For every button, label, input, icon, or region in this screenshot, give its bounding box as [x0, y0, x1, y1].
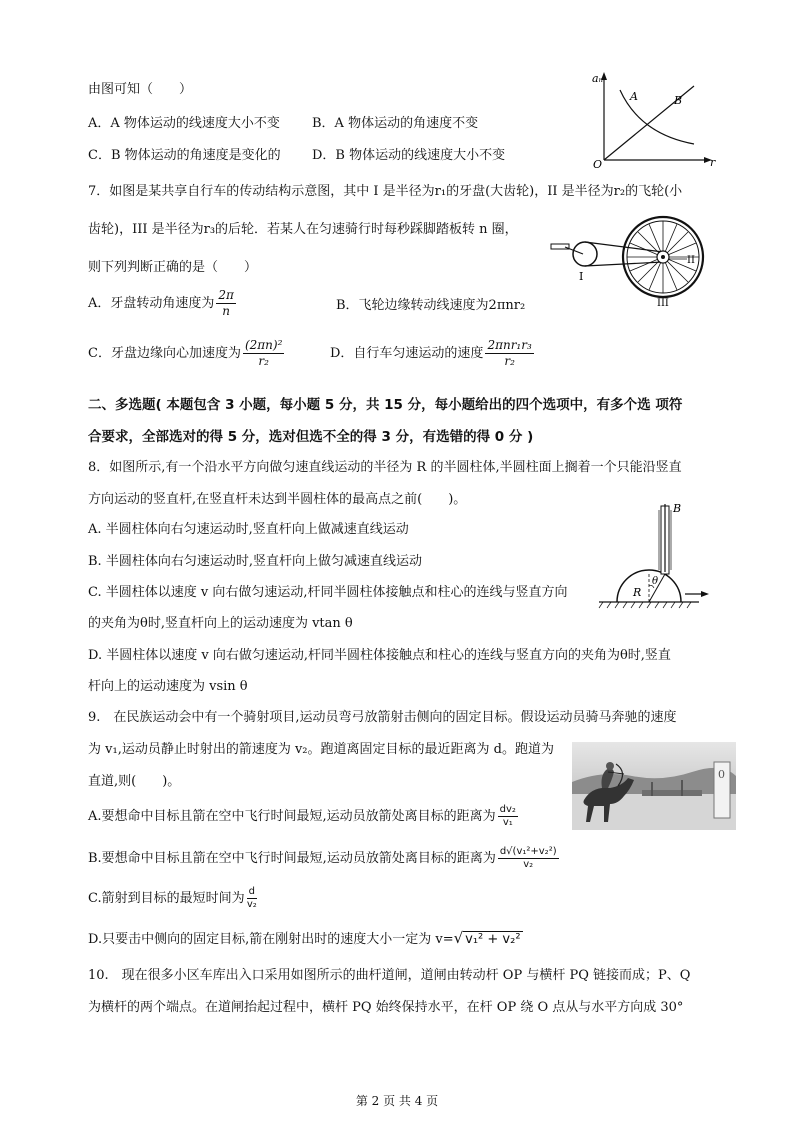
q7-option-a-den: n — [222, 304, 231, 318]
q7-option-a-num: 2π — [218, 288, 234, 302]
q9-option-a-fraction — [498, 804, 518, 829]
q8-label-theta: θ — [652, 576, 659, 587]
q6-origin-label: O — [593, 158, 603, 168]
q7-option-a-fraction — [216, 288, 236, 319]
q9-option-c-den: v₂ — [246, 899, 257, 910]
q6-yaxis-label: aₙ — [592, 72, 604, 85]
q6-option-b: B．A 物体运动的角速度不变 — [312, 116, 479, 131]
q7-option-c-den: r₂ — [258, 354, 269, 368]
q9-option-a-den: v₁ — [502, 817, 513, 828]
q6-line-b-label: B — [674, 94, 683, 107]
q9-option-c-text: C.箭射到目标的最短时间为 — [88, 891, 245, 906]
q9-line3: 直道,则( )。 — [88, 774, 181, 789]
q8-option-c-line2: 的夹角为θ时,竖直杆向上的运动速度为 vtan θ — [88, 616, 353, 631]
q9-option-b-den: v₂ — [523, 859, 534, 870]
q7-bicycle-drive-figure — [545, 212, 720, 307]
q7-label-iii: III — [657, 298, 669, 307]
q6-curve-a-label: A — [630, 90, 638, 103]
sqrt-icon: √ — [453, 929, 464, 947]
section2-heading-line2: 合要求，全部选对的得 5 分，选对但选不全的得 3 分，有选错的得 0 分 ) — [88, 429, 534, 445]
q8-option-a: A. 半圆柱体向右匀速运动时,竖直杆向上做减速直线运动 — [88, 522, 409, 537]
q9-option-c-fraction — [247, 886, 257, 911]
q8-line2: 方向运动的竖直杆,在竖直杆未达到半圆柱体的最高点之前( )。 — [88, 492, 467, 507]
q9-option-d-text: D.只要击中侧向的固定目标,箭在刚射出时的速度大小一定为 v= — [88, 932, 454, 947]
q8-label-b: B — [673, 502, 682, 515]
q9-option-b-num: d√(v₁²+v₂²) — [499, 846, 557, 857]
q7-option-a — [88, 288, 238, 319]
q7-option-c-text: C．牙盘边缘向心加速度为 — [88, 346, 241, 361]
q6-option-c: C．B 物体运动的角速度是变化的 — [88, 148, 281, 163]
q9-option-b-text: B.要想命中目标且箭在空中飞行时间最短,运动员放箭处离目标的距离为 — [88, 851, 496, 866]
q9-line1: 9. 在民族运动会中有一个骑射项目,运动员弯弓放箭射击侧向的固定目标。假设运动员骑马奔驰的速度 — [88, 710, 677, 725]
q7-label-i: I — [579, 270, 584, 283]
q6-stem: 由图可知（ ） — [88, 82, 193, 97]
q9-option-b — [88, 846, 561, 871]
q9-option-a-num: dv₂ — [499, 804, 516, 815]
q9-option-d — [88, 928, 523, 950]
page-footer: 第 2 页 共 4 页 — [355, 1094, 439, 1108]
q9-photo-target-sign: 0 — [718, 768, 725, 781]
q7-line2: 齿轮)，III 是半径为r₃的后轮．若某人在匀速骑行时每秒踩脚踏板转 n 圈， — [88, 222, 518, 237]
q6-xaxis-label: r — [710, 156, 716, 168]
q6-option-a: A．A 物体运动的线速度大小不变 — [88, 116, 280, 131]
q6-option-d: D．B 物体运动的线速度大小不变 — [312, 148, 506, 163]
q8-option-d-line1: D. 半圆柱体以速度 v 向右做匀速运动,杆同半圆柱体接触点和柱心的连线与竖直方向的夹角为θ时,竖直 — [88, 648, 671, 663]
q10-line2: 为横杆的两个端点。在道闸抬起过程中，横杆 PQ 始终保持水平，在杆 OP 绕 O 点从与水平方向成 30° — [88, 1000, 684, 1015]
q7-line1: 7．如图是某共享自行车的传动结构示意图，其中 I 是半径为r₁的牙盘(大齿轮)，II 是半径为r₂的飞轮(小 — [88, 184, 683, 199]
section2-heading-line1: 二、多选题( 本题包含 3 小题，每小题 5 分，共 15 分，每小题给出的四个选项中，有多个选 项符 — [88, 397, 683, 413]
q7-option-a-text: A．牙盘转动角速度为 — [88, 296, 215, 311]
q7-option-b: B．飞轮边缘转动线速度为2πnr₂ — [336, 298, 526, 313]
q6-graph-figure — [590, 68, 720, 168]
q7-option-c-num: (2πn)² — [244, 338, 283, 352]
q9-option-d-radicand: v₁² + v₂² — [465, 932, 521, 947]
q7-option-c-fraction — [243, 338, 284, 369]
q10-line1: 10. 现在很多小区车库出入口采用如图所示的曲杆道闸，道闸由转动杆 OP 与横杆 PQ 链接而成；P、Q — [88, 968, 691, 983]
q8-option-b: B. 半圆柱体向右匀速运动时,竖直杆向上做匀减速直线运动 — [88, 554, 422, 569]
q9-option-b-fraction — [498, 846, 559, 871]
q7-option-d — [330, 338, 536, 369]
q7-option-c — [88, 338, 286, 369]
q9-option-a — [88, 804, 520, 829]
q8-half-cylinder-figure — [595, 500, 715, 612]
q9-line2: 为 v₁,运动员静止时射出的箭速度为 v₂。跑道离固定目标的最近距离为 d。跑道为 — [88, 742, 554, 757]
q8-label-r: R — [633, 586, 642, 599]
q9-option-c-num: d — [248, 886, 255, 897]
q8-line1: 8．如图所示,有一个沿水平方向做匀速直线运动的半径为 R 的半圆柱体,半圆柱面上搁着一个只能沿竖直 — [88, 460, 682, 475]
q9-horse-archery-photo — [572, 742, 736, 830]
q7-option-d-num: 2πnr₁r₃ — [487, 338, 532, 352]
q9-option-c — [88, 886, 259, 911]
q7-line3: 则下列判断正确的是（ ） — [88, 260, 258, 275]
q8-option-d-line2: 杆向上的运动速度为 vsin θ — [88, 679, 248, 694]
q7-option-d-den: r₂ — [504, 354, 515, 368]
q7-label-ii: II — [687, 255, 695, 266]
q8-option-c-line1: C. 半圆柱体以速度 v 向右做匀速运动,杆同半圆柱体接触点和柱心的连线与竖直方向 — [88, 585, 568, 600]
q7-option-d-text: D．自行车匀速运动的速度 — [330, 346, 484, 361]
q7-option-d-fraction — [485, 338, 533, 369]
q9-option-a-text: A.要想命中目标且箭在空中飞行时间最短,运动员放箭处离目标的距离为 — [88, 809, 496, 824]
